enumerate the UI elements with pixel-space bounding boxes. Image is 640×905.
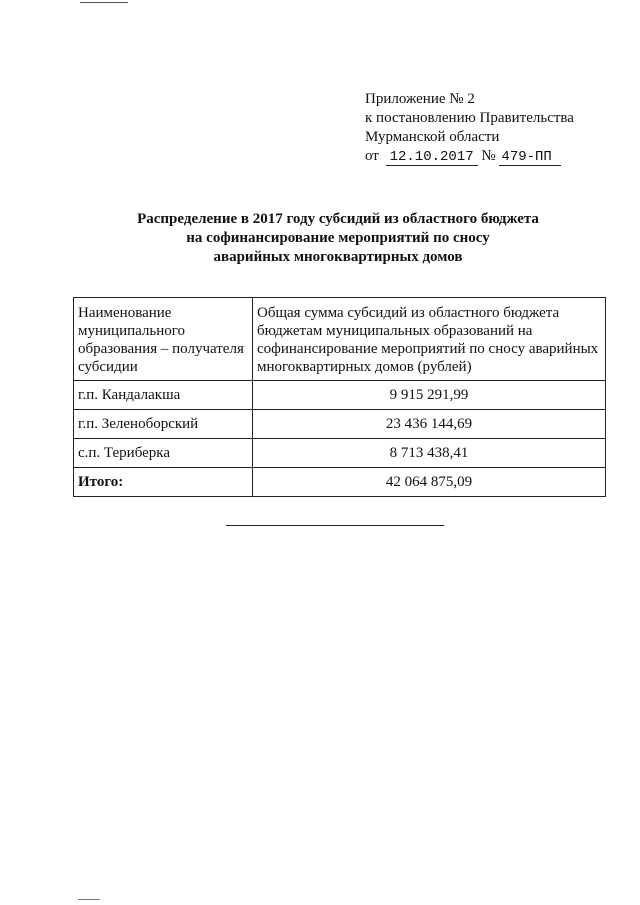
appendix-decree-ref: к постановлению Правительства [365, 110, 574, 126]
order-number: 479-ПП [499, 149, 561, 166]
title-line-1: Распределение в 2017 году субсидий из областного бюджета [137, 211, 539, 227]
document-title [70, 210, 606, 267]
total-label: Итого: [74, 468, 253, 497]
end-divider [226, 525, 444, 526]
table-header-row [74, 298, 606, 381]
number-label: № [481, 148, 496, 164]
title-line-3: аварийных многоквартирных домов [213, 249, 463, 265]
scan-artifact-bottom [78, 899, 100, 900]
header-municipality: Наименование муниципального образования – получателя субсидии [74, 298, 253, 381]
municipality-name: с.п. Териберка [74, 439, 253, 468]
table-row [74, 381, 606, 410]
appendix-region: Мурманской области [365, 129, 500, 145]
subsidy-table [73, 297, 606, 497]
municipality-name: г.п. Зеленоборский [74, 410, 253, 439]
appendix-title: Приложение № 2 [365, 91, 475, 107]
appendix-order-line [365, 147, 574, 166]
subsidy-amount: 23 436 144,69 [253, 410, 606, 439]
title-line-2: на софинансирование мероприятий по сносу [186, 230, 490, 246]
order-date: 12.10.2017 [386, 149, 478, 166]
table-row [74, 410, 606, 439]
table-total-row [74, 468, 606, 497]
total-amount: 42 064 875,09 [253, 468, 606, 497]
from-label: от [365, 148, 379, 164]
appendix-header [365, 90, 574, 166]
subsidy-amount: 9 915 291,99 [253, 381, 606, 410]
table-row [74, 439, 606, 468]
header-amount: Общая сумма субсидий из областного бюджета бюджетам муниципальных образований на софинансирование мероприятий по сносу аварийных многоквартирных домов (рублей) [253, 298, 606, 381]
scan-artifact-top [80, 2, 128, 3]
subsidy-amount: 8 713 438,41 [253, 439, 606, 468]
municipality-name: г.п. Кандалакша [74, 381, 253, 410]
